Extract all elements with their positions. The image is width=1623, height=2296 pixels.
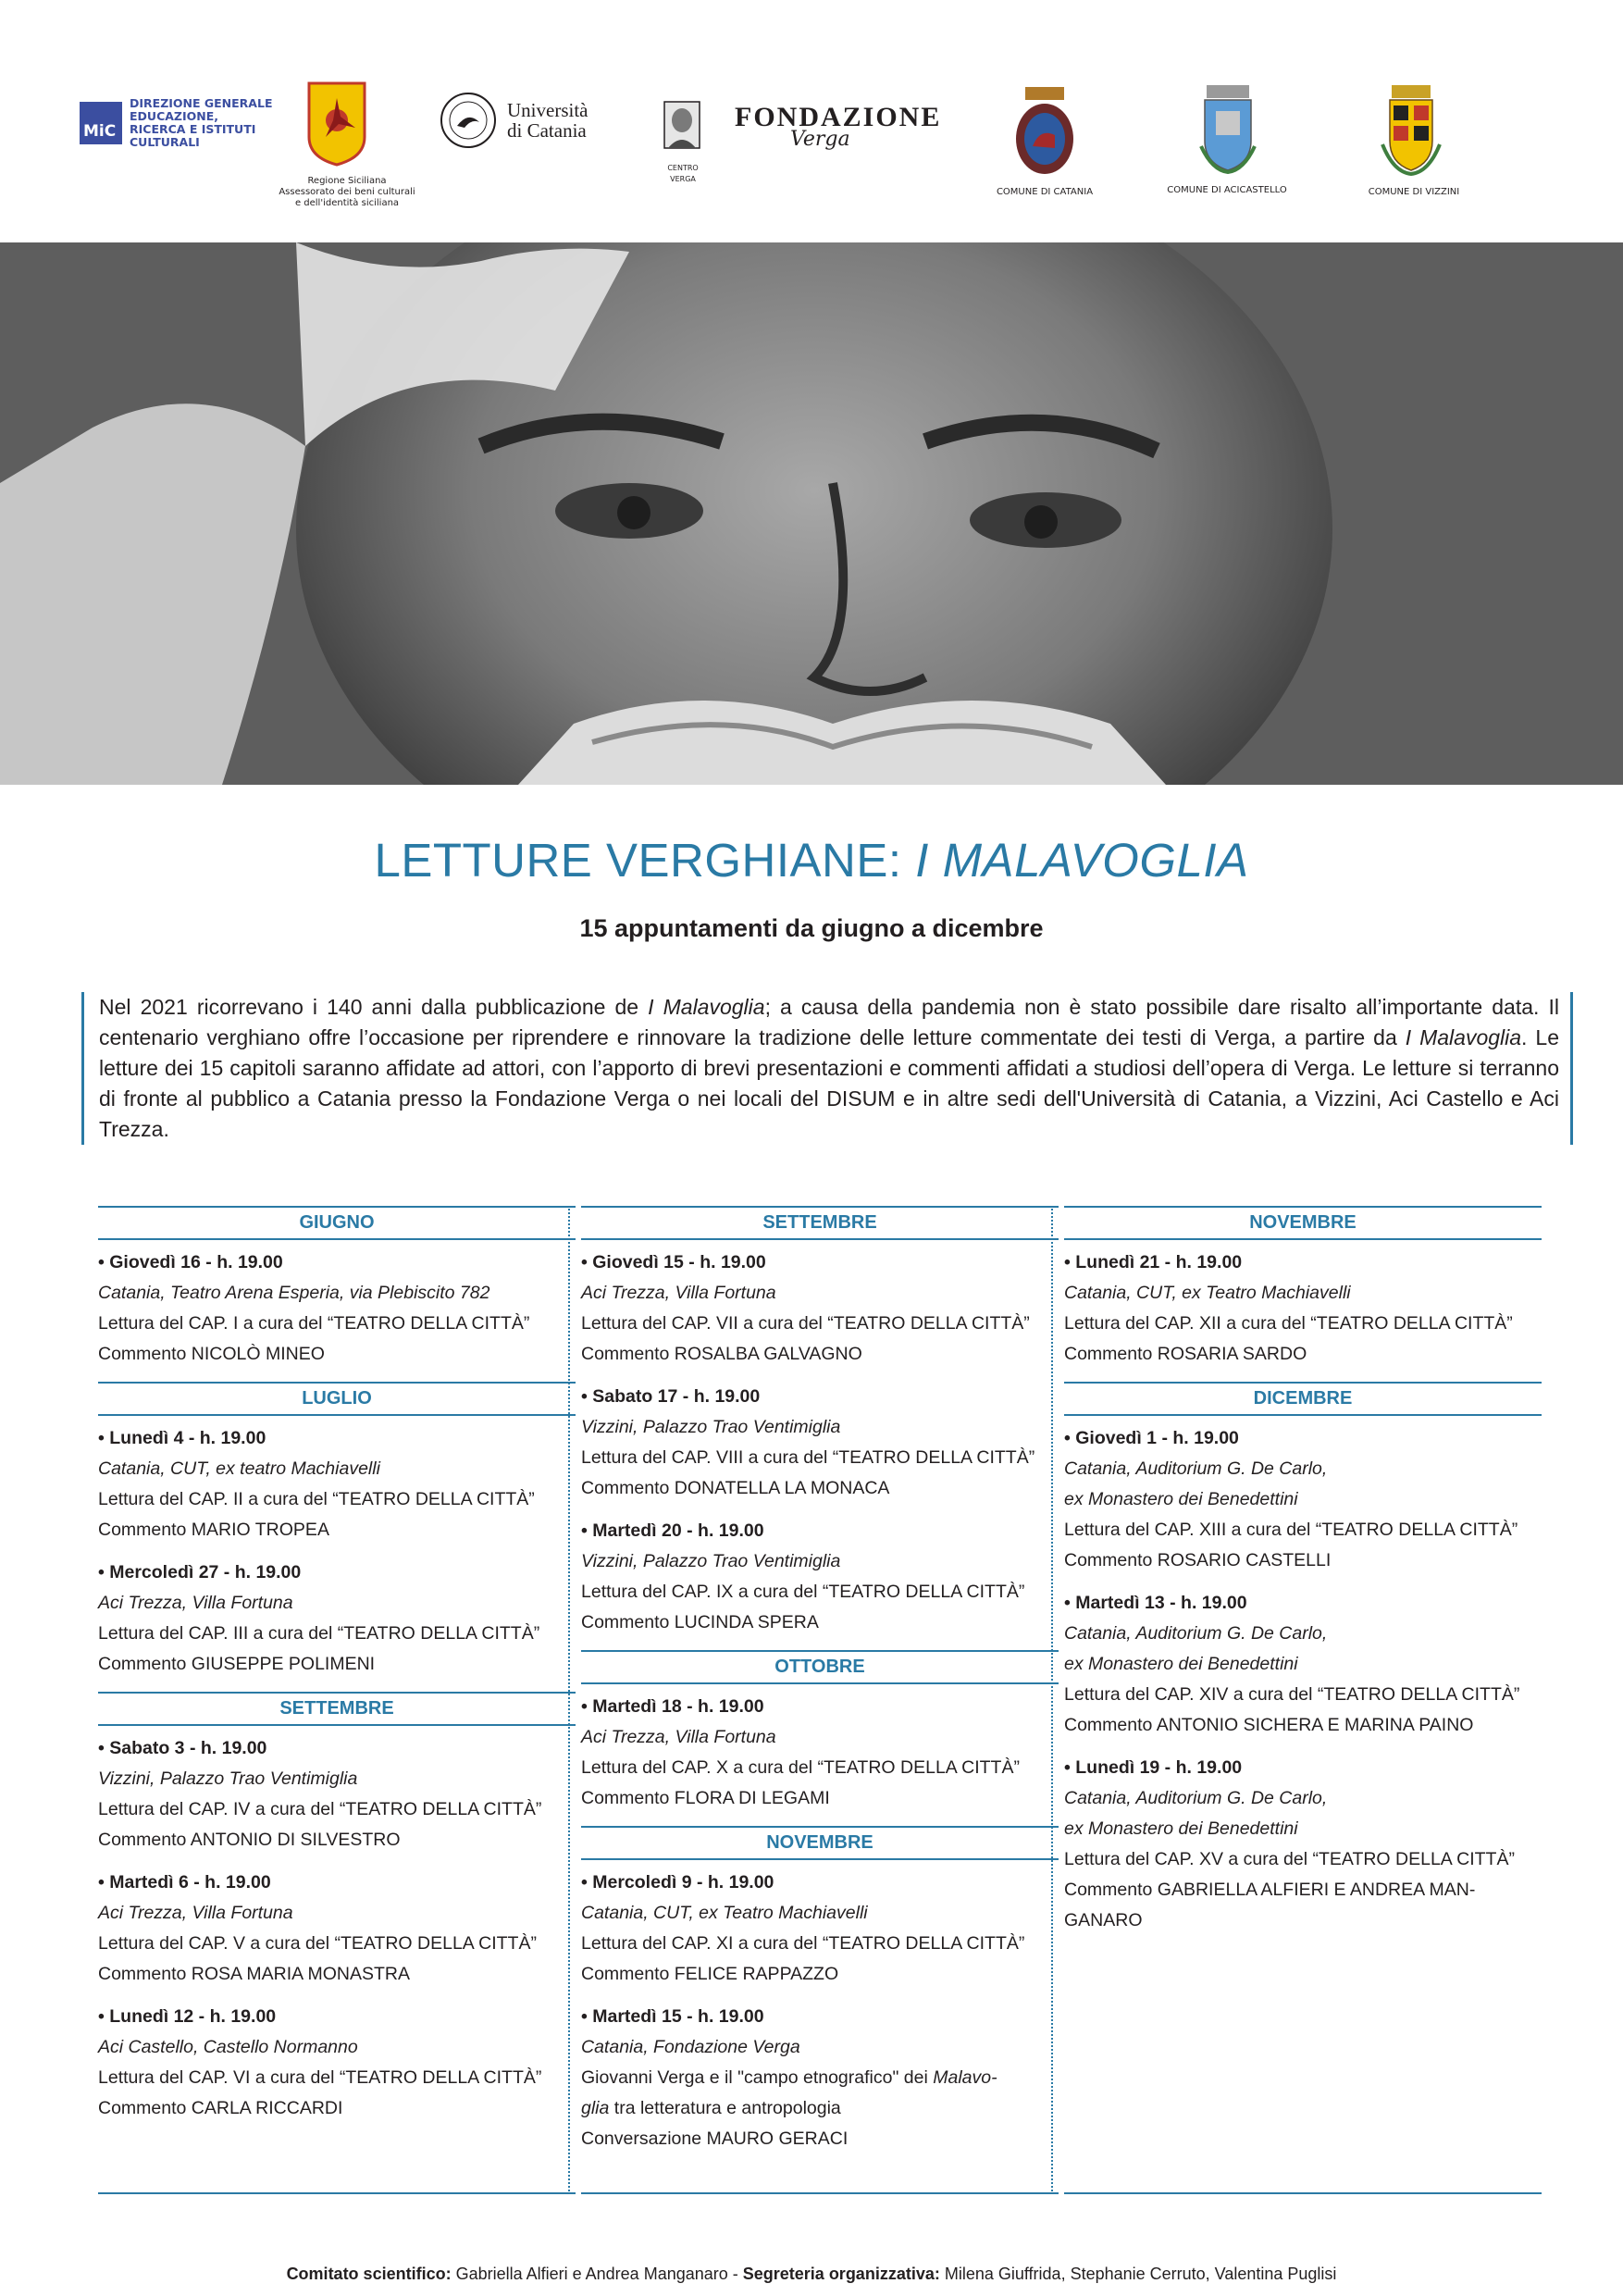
event-date: • Lunedì 19 - h. 19.00 [1064,1757,1243,1778]
event-item [581,1247,1059,1370]
event-item [1064,1588,1542,1741]
event-line: Commento DONATELLA LA MONACA [581,1478,890,1498]
unict-name: Università di Catania [507,99,588,142]
event-line: Commento FELICE RAPPAZZO [581,1964,839,1984]
secretariat-label: Segreteria organizzativa: [742,2265,940,2283]
comune-acicastello-caption: COMUNE DI ACICASTELLO [1167,185,1287,195]
event-date: • Sabato 3 - h. 19.00 [98,1738,267,1758]
regione-siciliana-logo [305,80,368,167]
event-line: Lettura del CAP. VI a cura del “TEATRO DELLA CITTÀ” [98,2067,542,2088]
event-line: Commento ANTONIO DI SILVESTRO [98,1830,401,1850]
month-header: NOVEMBRE [1064,1206,1542,1240]
event-line: Lettura del CAP. III a cura del “TEATRO DELLA CITTÀ” [98,1623,540,1644]
column-end-rule [581,2192,1059,2194]
event-date: • Mercoledì 9 - h. 19.00 [581,1872,774,1893]
description-text: Giovanni Verga e il "campo etnografico" dei [581,2067,934,2088]
event-venue: Vizzini, Palazzo Trao Ventimiglia [581,1551,841,1571]
event-line: Lettura del CAP. XIII a cura del “TEATRO DELLA CITTÀ” [1064,1520,1518,1540]
column-divider [1051,1206,1053,2194]
event-venue: Aci Castello, Castello Normanno [98,2037,358,2057]
mic-logo [80,97,278,149]
event-venue: Vizzini, Palazzo Trao Ventimiglia [98,1769,358,1789]
centro-verga-portrait-icon [650,93,714,161]
event-line: Conversazione MAURO GERACI [581,2128,849,2149]
event-line: Lettura del CAP. XV a cura del “TEATRO DELLA CITTÀ” [1064,1849,1515,1869]
acicastello-coat-of-arms [1196,81,1260,174]
page-title [0,833,1623,887]
credits-footer [0,2265,1623,2284]
committee-label: Comitato scientifico: [286,2265,452,2283]
event-venue: ex Monastero dei Benedettini [1064,1489,1298,1509]
vizzini-coat-of-arms-icon [1379,83,1443,176]
page-subtitle: 15 appuntamenti da giugno a dicembre [579,914,1044,942]
event-line: Lettura del CAP. X a cura del “TEATRO DELLA CITTÀ” [581,1757,1020,1778]
fondazione-wordmark: FONDAZIONE [735,102,942,132]
column-divider [568,1206,570,2194]
regione-caption: Regione Siciliana Assessorato dei beni culturali e dell'identità siciliana [279,176,415,208]
month-header: LUGLIO [98,1382,576,1416]
event-line: Commento FLORA DI LEGAMI [581,1788,830,1808]
event-line: Commento LUCINDA SPERA [581,1612,819,1632]
event-date: • Martedì 6 - h. 19.00 [98,1872,271,1893]
vizzini-coat-of-arms [1379,83,1443,176]
event-date: • Lunedì 21 - h. 19.00 [1064,1252,1243,1272]
event-date: • Martedì 13 - h. 19.00 [1064,1593,1247,1613]
description-italic: glia [581,2098,610,2118]
event-line: Commento ANTONIO SICHERA E MARINA PAINO [1064,1715,1474,1735]
event-line: Commento CARLA RICCARDI [98,2098,343,2118]
catania-coat-of-arms-icon [1012,85,1077,178]
event-date: • Mercoledì 27 - h. 19.00 [98,1562,302,1582]
event-line: Lettura del CAP. V a cura del “TEATRO DELLA CITTÀ” [98,1933,537,1954]
month-header: SETTEMBRE [98,1692,576,1726]
event-item [581,1516,1059,1638]
event-venue: Catania, Teatro Arena Esperia, via Plebiscito 782 [98,1283,490,1303]
event-item [98,1247,576,1370]
description-text: tra letteratura e antropologia [609,2098,841,2118]
event-line: Lettura del CAP. IV a cura del “TEATRO DELLA CITTÀ” [98,1799,542,1819]
catania-coat-of-arms [1012,85,1077,178]
verga-portrait-image [0,242,1623,785]
unict-logo [439,91,588,150]
title-main: LETTURE VERGHIANE: [374,834,916,887]
event-venue: ex Monastero dei Benedettini [1064,1818,1298,1839]
event-line: Lettura del CAP. VIII a cura del “TEATRO DELLA CITTÀ” [581,1447,1035,1468]
title-italic: I MALAVOGLIA [915,834,1249,887]
event-item [98,1733,576,1855]
event-item [1064,1423,1542,1576]
schedule-column-2 [581,1206,1059,2194]
comune-catania-caption: COMUNE DI CATANIA [996,187,1094,197]
event-line: Commento GABRIELLA ALFIERI E ANDREA MAN- [1064,1880,1476,1900]
event-venue: Catania, Fondazione Verga [581,2037,800,2057]
schedule-column-3 [1064,1206,1542,2194]
event-venue: ex Monastero dei Benedettini [1064,1654,1298,1674]
event-date: • Giovedì 1 - h. 19.00 [1064,1428,1239,1448]
month-header: DICEMBRE [1064,1382,1542,1416]
verga-portrait-photo [0,242,1623,785]
event-line: Lettura del CAP. I a cura del “TEATRO DELLA CITTÀ” [98,1313,530,1334]
month-header: SETTEMBRE [581,1206,1059,1240]
event-line: GANARO [1064,1910,1143,1930]
event-description [581,2093,1059,2124]
event-line: Commento ROSARIA SARDO [1064,1344,1307,1364]
event-line: Commento MARIO TROPEA [98,1520,329,1540]
event-venue: Aci Trezza, Villa Fortuna [98,1903,293,1923]
event-venue: Aci Trezza, Villa Fortuna [581,1727,776,1747]
event-venue: Catania, CUT, ex Teatro Machiavelli [581,1903,868,1923]
intro-paragraph [81,992,1573,1145]
intro-text-3: . Le letture dei 15 capitoli saranno affidate ad attori, con l’apporto di brevi presentazioni e commenti affidati a studiosi dell’opera di Verga. Le letture si terranno di fronte al pubblico a Catania presso la Fondazione Verga o nei locali del DISUM e in altre sedi dell'Università di Catania, a Vizzini, Aci Castello e Aci Trezza. [99,1025,1559,1141]
event-venue: Catania, Auditorium G. De Carlo, [1064,1623,1328,1644]
unict-seal-icon [439,91,498,150]
event-line: Commento GIUSEPPE POLIMENI [98,1654,376,1674]
event-line: Commento ROSARIO CASTELLI [1064,1550,1332,1570]
event-item [98,1423,576,1545]
event-venue: Aci Trezza, Villa Fortuna [98,1593,293,1613]
event-line: Lettura del CAP. II a cura del “TEATRO DELLA CITTÀ” [98,1489,535,1509]
acicastello-coat-of-arms-icon [1196,81,1260,174]
intro-italic-2: I Malavoglia [1405,1025,1522,1049]
event-date: • Giovedì 16 - h. 19.00 [98,1252,283,1272]
event-date: • Martedì 15 - h. 19.00 [581,2006,764,2027]
event-line: Lettura del CAP. IX a cura del “TEATRO DELLA CITTÀ” [581,1582,1025,1602]
event-line: Commento ROSALBA GALVAGNO [581,1344,862,1364]
month-header: NOVEMBRE [581,1826,1059,1860]
event-item [581,1382,1059,1504]
committee-names: Gabriella Alfieri e Andrea Manganaro - [451,2265,743,2283]
event-date: • Sabato 17 - h. 19.00 [581,1386,761,1407]
intro-text-2: ; a causa della pandemia non è stato possibile dare risalto all’importante data. Il centenario verghiano offre l’occasione per riprendere e rinnovare la tradizione delle letture commentate dei testi di Verga, a partire da [99,995,1559,1049]
event-item [581,2002,1059,2154]
event-venue: Vizzini, Palazzo Trao Ventimiglia [581,1417,841,1437]
intro-text-1: Nel 2021 ricorrevano i 140 anni dalla pubblicazione de [99,995,649,1019]
month-header: OTTOBRE [581,1650,1059,1684]
event-line: Lettura del CAP. VII a cura del “TEATRO DELLA CITTÀ” [581,1313,1030,1334]
trinacria-emblem-icon [305,80,368,167]
event-item [581,1868,1059,1990]
event-venue: Catania, CUT, ex teatro Machiavelli [98,1458,380,1479]
event-item [98,1868,576,1990]
schedule-column-1 [98,1206,576,2194]
event-date: • Martedì 20 - h. 19.00 [581,1520,764,1541]
event-item [98,1558,576,1680]
event-venue: Catania, Auditorium G. De Carlo, [1064,1788,1328,1808]
description-italic: Malavo- [933,2067,997,2088]
event-item [1064,1753,1542,1936]
fondazione-signature: Verga [790,128,850,151]
event-item [581,1692,1059,1814]
event-description [581,2063,1059,2093]
event-date: • Giovedì 15 - h. 19.00 [581,1252,766,1272]
event-line: Lettura del CAP. XIV a cura del “TEATRO DELLA CITTÀ” [1064,1684,1520,1705]
month-header: GIUGNO [98,1206,576,1240]
event-date: • Lunedì 12 - h. 19.00 [98,2006,277,2027]
event-venue: Catania, CUT, ex Teatro Machiavelli [1064,1283,1351,1303]
event-line: Lettura del CAP. XII a cura del “TEATRO DELLA CITTÀ” [1064,1313,1513,1334]
event-line: Commento NICOLÒ MINEO [98,1344,325,1364]
column-end-rule [1064,2192,1542,2194]
centro-verga-logo [650,93,714,161]
intro-italic-1: I Malavoglia [648,995,765,1019]
logo-bar [0,0,1623,241]
column-end-rule [98,2192,576,2194]
comune-vizzini-caption: COMUNE DI VIZZINI [1368,187,1460,197]
event-venue: Catania, Auditorium G. De Carlo, [1064,1458,1328,1479]
centro-verga-text: CENTRO VERGA [667,164,699,183]
event-date: • Martedì 18 - h. 19.00 [581,1696,764,1717]
event-item [98,2002,576,2124]
event-line: Lettura del CAP. XI a cura del “TEATRO DELLA CITTÀ” [581,1933,1025,1954]
event-venue: Aci Trezza, Villa Fortuna [581,1283,776,1303]
mic-text: DIREZIONE GENERALE EDUCAZIONE, RICERCA E ISTITUTI CULTURALI [130,96,273,149]
mic-badge: MiC [80,102,122,144]
event-line: Commento ROSA MARIA MONASTRA [98,1964,410,1984]
fondazione-verga-logo [735,102,941,151]
event-date: • Lunedì 4 - h. 19.00 [98,1428,266,1448]
secretariat-names: Milena Giuffrida, Stephanie Cerruto, Valentina Puglisi [939,2265,1337,2283]
event-item [1064,1247,1542,1370]
